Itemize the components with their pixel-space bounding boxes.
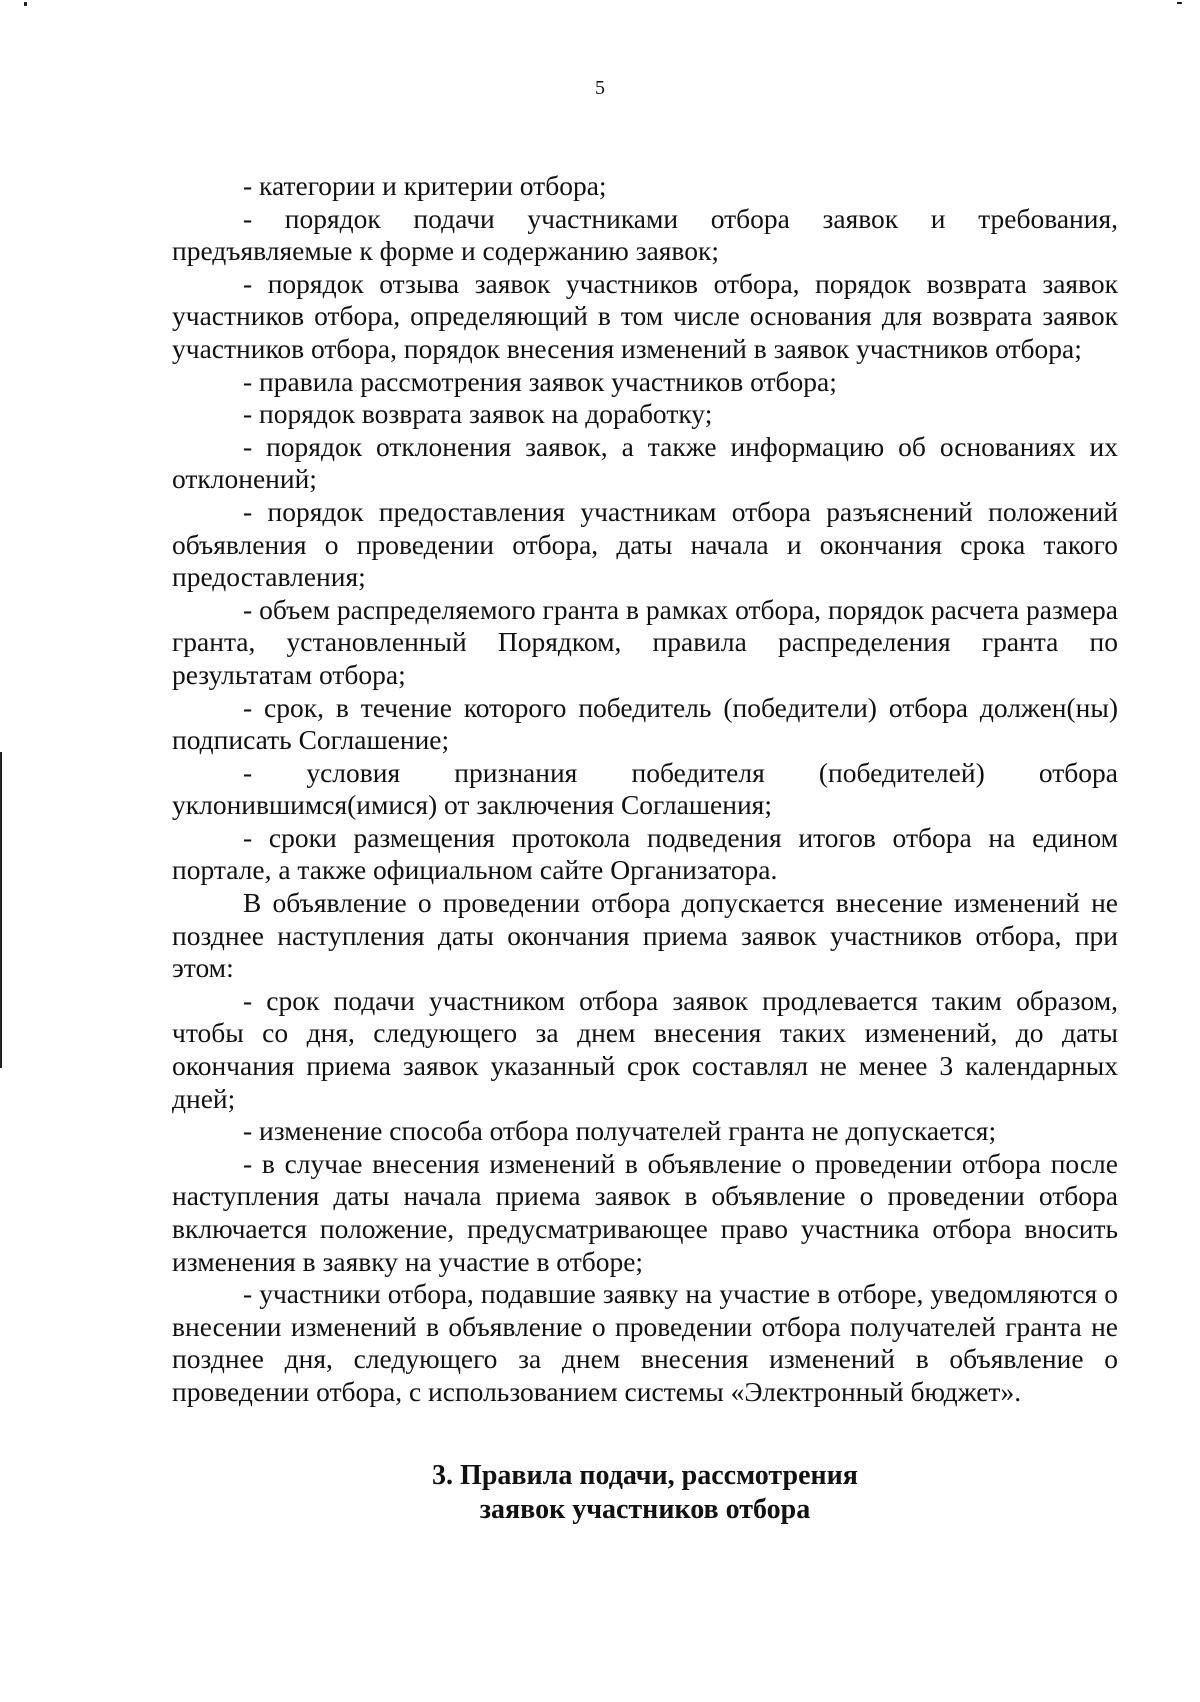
paragraph: - условия признания победителя (победителей) отбора уклонившимся(имися) от заключения Соглашения; — [172, 756, 1118, 821]
paragraph: - сроки размещения протокола подведения итогов отбора на едином портале, а также официальном сайте Организатора. — [172, 821, 1118, 886]
paragraph: - порядок возврата заявок на доработку; — [243, 398, 713, 430]
paragraph: - в случае внесения изменений в объявление о проведении отбора после наступления даты начала приема заявок в объявление о проведении отбора включается положение, предусматривающее право участника отбора вносить изменения в заявку на участие в отборе; — [172, 1147, 1118, 1277]
paragraph: - изменение способа отбора получателей гранта не допускается; — [243, 1115, 997, 1147]
paragraph: - порядок отзыва заявок участников отбора, порядок возврата заявок участников отбора, определяющий в том числе основания для возврата заявок участников отбора, порядок внесения изменений в заявок участников отбора; — [172, 267, 1118, 364]
section-heading — [172, 1459, 1118, 1527]
scan-artifact — [24, 2, 27, 6]
paragraph: - срок, в течение которого победитель (победители) отбора должен(ны) подписать Соглашение; — [172, 691, 1118, 756]
paragraph: В объявление о проведении отбора допускается внесение изменений не позднее наступления даты окончания приема заявок участников отбора, при этом: — [172, 887, 1118, 984]
paragraph: - правила рассмотрения заявок участников отбора; — [243, 365, 837, 397]
paragraph: - порядок отклонения заявок, а также информацию об основаниях их отклонений; — [172, 430, 1118, 495]
scan-edge-artifact — [0, 752, 2, 1068]
paragraph: - срок подачи участником отбора заявок продлевается таким образом, чтобы со дня, следующего за днем внесения таких изменений, до даты окончания приема заявок указанный срок составлял не менее 3 календарных дней; — [172, 984, 1118, 1114]
paragraph: - объем распределяемого гранта в рамках отбора, порядок расчета размера гранта, установленный Порядком, правила распределения гранта по результатам отбора; — [172, 593, 1118, 690]
paragraph: - участники отбора, подавшие заявку на участие в отборе, уведомляются о внесении изменений в объявление о проведении отбора получателей гранта не позднее дня, следующего за днем внесения изменений в объявление о проведении отбора, с использованием системы «Электронный бюджет». — [172, 1278, 1118, 1407]
paragraph: - категории и критерии отбора; — [243, 170, 607, 201]
paragraph: - порядок предоставления участникам отбора разъяснений положений объявления о проведении отбора, даты начала и окончания срока такого предоставления; — [172, 495, 1118, 593]
section-heading-line: заявок участников отбора — [479, 1493, 811, 1525]
page-number: 5 — [595, 77, 605, 99]
document-body — [172, 170, 1118, 1527]
paragraph: - порядок подачи участниками отбора заявок и требования, предъявляемые к форме и содержанию заявок; — [172, 202, 1118, 267]
scan-artifact — [1177, 2, 1182, 4]
section-heading-line: 3. Правила подачи, рассмотрения — [432, 1459, 858, 1491]
